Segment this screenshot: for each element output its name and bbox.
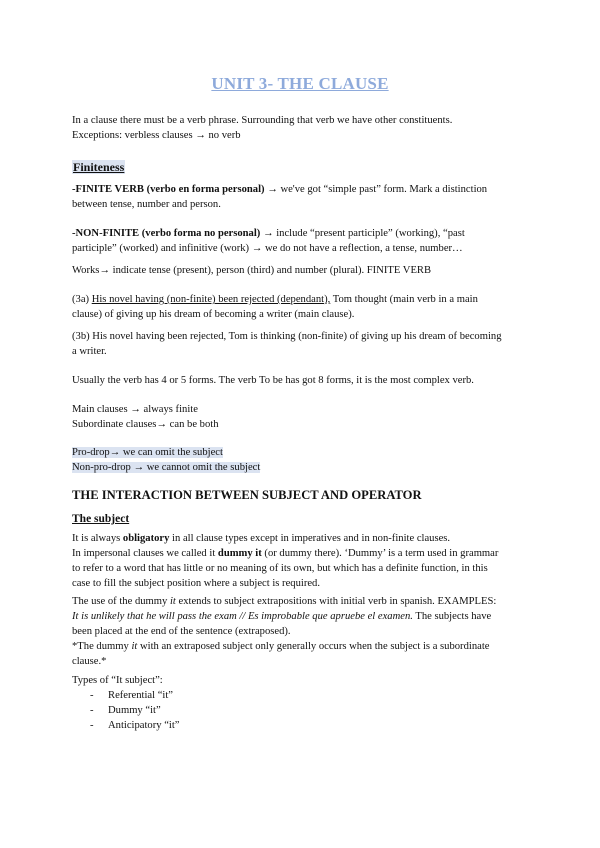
nonfinite-label: -NON-FINITE (verbo forma no personal) [72,228,261,239]
subject-p1-post: in all clause types except in imperatives and in non-finite clauses. [169,533,451,544]
intro-line-2: Exceptions: verbless clauses → no verb [72,130,241,141]
list-item-anticipatory: Anticipatory “it” [108,720,180,731]
non-pro-drop-line [72,460,260,475]
subject-p3-line-2 [72,609,491,624]
subject-p3-it: it [169,596,176,607]
dummy-it-bold: dummy it [217,548,262,559]
example-3b-line: (3b) His novel having been rejected, Tom is thinking (non-finite) of giving up his dream of becoming [72,331,502,342]
finite-verb-text: → we've got “simple past” form. Mark a distinction [264,184,488,195]
subject-p3-pre: The use of the dummy [72,596,170,607]
list-dash: - [90,705,94,716]
subject-p2-line-3: case to fill the subject position where a subject is required. [72,578,320,589]
list-item-dummy: Dummy “it” [108,705,161,716]
main-clauses-line: Main clauses → always finite [72,404,198,415]
subject-p1-pre: It is always [72,533,123,544]
example-3a-prefix: (3a) [72,294,92,305]
list-dash: - [90,690,94,701]
subject-p2-pre: In impersonal clauses we called it [72,548,218,559]
subject-p4-post: with an extraposed subject only generally occurs when the subject is a subordinate [137,641,490,652]
subject-p3-line-3: been placed at the end of the sentence (extraposed). [72,626,291,637]
works-line: Works→ indicate tense (present), person (third) and number (plural). FINITE VERB [72,265,432,276]
finiteness-heading: Finiteness [73,160,125,174]
extraposition-example: It is unlikely that he will pass the exam // Es improbable que apruebe el examen. [72,611,413,622]
subject-heading: The subject [72,513,130,525]
pro-drop-text: Pro-drop→ we can omit the subject [72,447,223,458]
subordinate-clauses-line: Subordinate clauses→ can be both [72,419,219,430]
nonfinite-line-2: participle” (worked) and infinitive (work) → we do not have a reflection, a tense, number… [72,243,463,254]
subject-p4-pre: *The dummy [72,641,132,652]
verb-forms-line: Usually the verb has 4 or 5 forms. The verb To be has got 8 forms, it is the most complex verb. [72,375,474,386]
subject-p4-it: it [131,641,138,652]
nonfinite-text: → include “present participle” (working), “past [262,228,465,239]
list-dash: - [90,720,94,731]
subject-p4-line-2: clause.* [72,656,107,667]
example-3a-line [72,292,478,307]
subject-p4 [72,639,489,654]
obligatory-bold: obligatory [122,533,170,544]
subject-p3-post: extends to subject extrapositions with initial verb in spanish. EXAMPLES: [175,596,497,607]
subject-p2-line-2: to refer to a word that has little or no meaning of its own, but which has a definite function, in this [72,563,488,574]
page-title: UNIT 3- THE CLAUSE [211,74,389,93]
intro-line-1: In a clause there must be a verb phrase. Surrounding that verb we have other constituents. [72,115,453,126]
subject-p3-line-2-post: The subjects have [412,611,492,622]
pro-drop-line [72,445,223,460]
example-3a-underlined: His novel having (non-finite) been rejected (dependant), [91,294,331,305]
subject-p2 [72,546,498,561]
non-pro-drop-text: Non-pro-drop → we cannot omit the subject [72,462,261,473]
subject-heading-line [72,512,129,527]
finiteness-heading-line [72,160,125,176]
example-3a-line-2: clause) of giving up his dream of becoming a writer (main clause). [72,309,355,320]
types-label: Types of “It subject”: [72,675,163,686]
finite-verb-label: -FINITE VERB (verbo en forma personal) [72,184,265,195]
list-item-referential: Referential “it” [108,690,173,701]
finite-verb-line [72,182,487,197]
example-3b-line-2: a writer. [72,346,107,357]
finite-verb-line-2: between tense, number and person. [72,199,221,210]
subject-p2-post: (or dummy there). ‘Dummy’ is a term used in grammar [261,548,499,559]
subject-p1 [72,531,450,546]
interaction-heading: THE INTERACTION BETWEEN SUBJECT AND OPERATOR [72,488,422,502]
subject-p3 [72,594,496,609]
nonfinite-line [72,226,465,241]
example-3a-rest: Tom thought (main verb in a main [330,294,478,305]
